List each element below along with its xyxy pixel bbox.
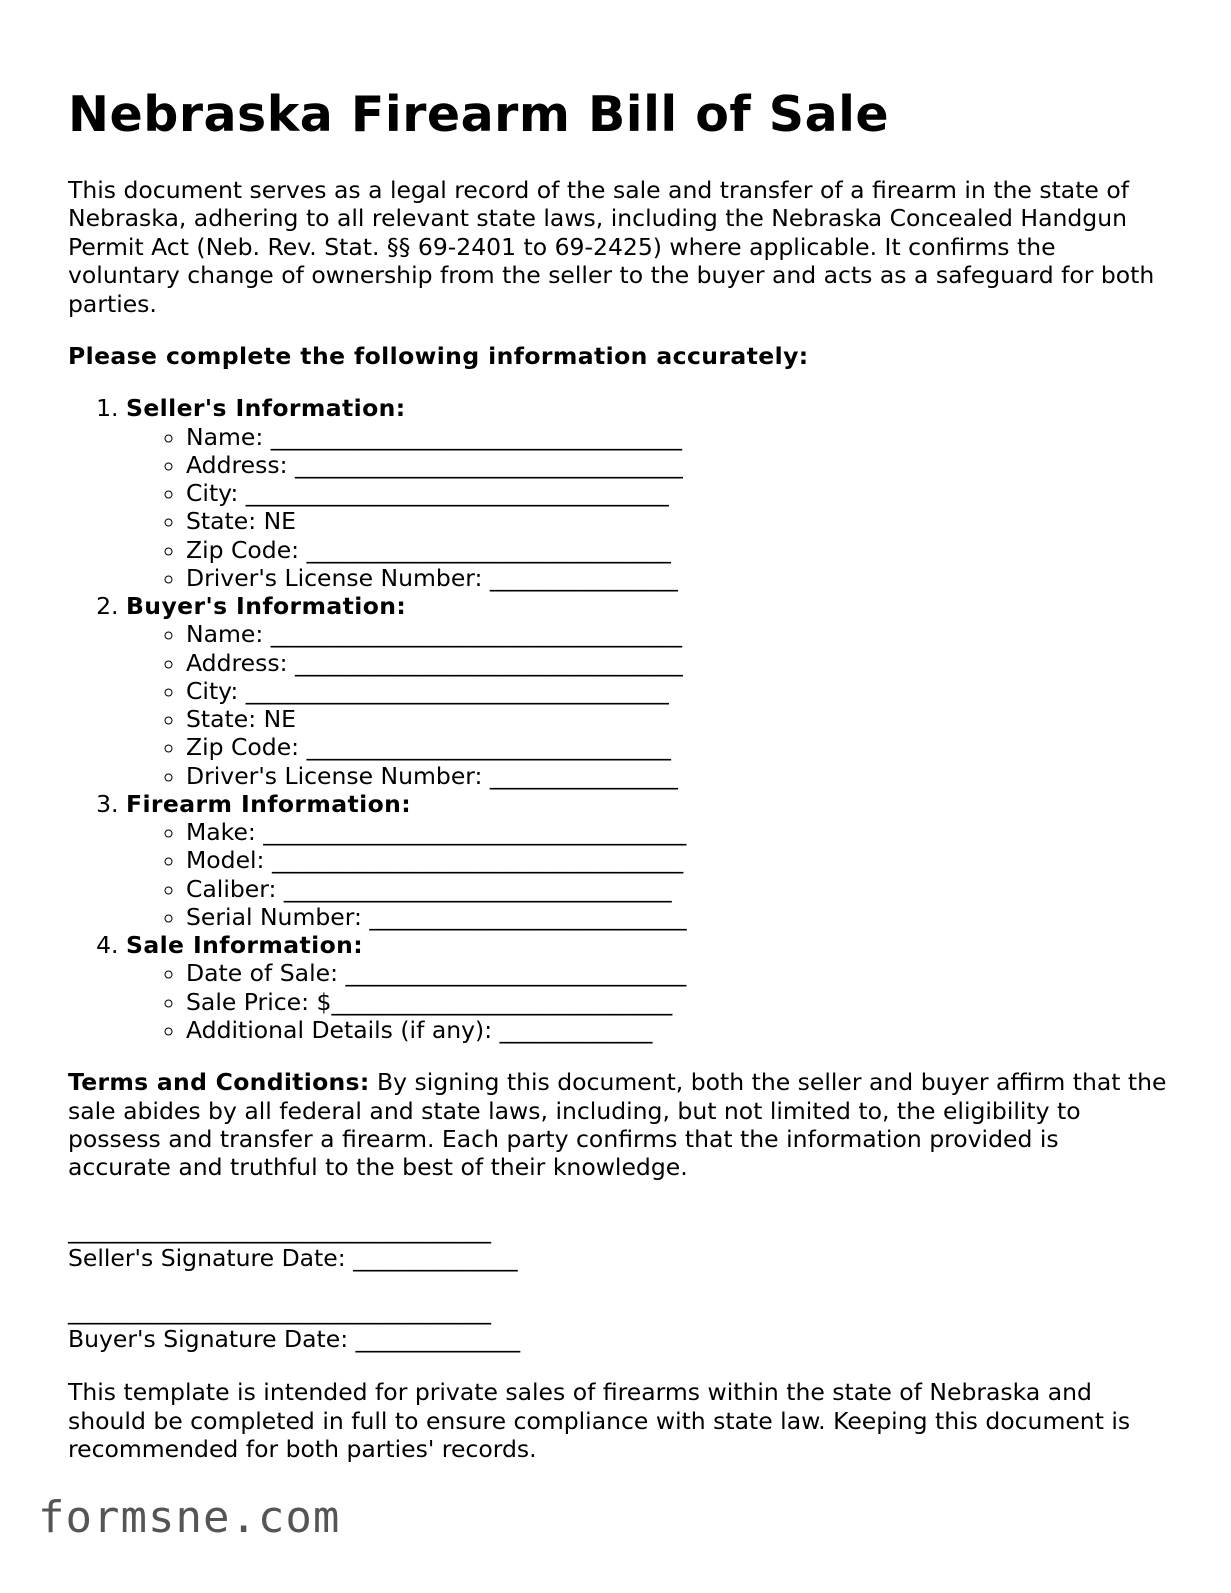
buyer-license-field: ◦ Driver's License Number: ________________ — [186, 762, 1168, 790]
intro-paragraph: This document serves as a legal record of the sale and transfer of a firearm in the state of Nebraska, adhering to all relevant state laws, including the Nebraska Concealed Handgun Permit Act (Neb. Rev. Stat. §§ 69-2401 to 69-2425) where applicable. It confirms the voluntary change of ownership from the seller to the buyer and acts as a safeguard for both parties. — [68, 176, 1155, 318]
seller-signature-line: ____________________________________ — [68, 1215, 491, 1244]
terms-paragraph — [68, 1068, 1168, 1182]
section-title-seller: Seller's Information: — [126, 394, 406, 423]
seller-state-field: ◦ State: NE — [186, 507, 1168, 535]
section-title-firearm: Firearm Information: — [126, 789, 412, 818]
section-title-buyer: Buyer's Information: — [126, 592, 407, 621]
seller-address-field: ◦ Address: _________________________________ — [186, 451, 1168, 479]
buyer-zip-field: ◦ Zip Code: _______________________________ — [186, 733, 1168, 761]
seller-signature-block — [68, 1216, 1168, 1273]
site-watermark: formsne.com — [38, 1492, 341, 1543]
instructions-prompt: Please complete the following information accurately: — [68, 342, 809, 371]
sale-details-field: ◦ Additional Details (if any): _____________ — [186, 1016, 1168, 1044]
section-title-sale: Sale Information: — [126, 931, 364, 960]
terms-label: Terms and Conditions: — [68, 1068, 370, 1097]
section-firearm — [126, 790, 1168, 931]
firearm-model-field: ◦ Model: ___________________________________ — [186, 846, 1168, 874]
document-title: Nebraska Firearm Bill of Sale — [68, 86, 890, 143]
buyer-name-field: ◦ Name: ___________________________________ — [186, 620, 1168, 648]
seller-signature-label: Seller's Signature Date: ______________ — [68, 1244, 518, 1273]
section-seller — [126, 394, 1168, 592]
section-buyer — [126, 592, 1168, 790]
section-sale — [126, 931, 1168, 1044]
seller-name-field: ◦ Name: ___________________________________ — [186, 423, 1168, 451]
buyer-signature-block — [68, 1297, 1168, 1354]
buyer-signature-label: Buyer's Signature Date: ______________ — [68, 1325, 521, 1354]
sale-date-field: ◦ Date of Sale: _____________________________ — [186, 959, 1168, 987]
buyer-address-field: ◦ Address: _________________________________ — [186, 649, 1168, 677]
terms-text: By signing this document, both the seller and buyer affirm that the sale abides by all federal and state laws, including, but not limited to, the eligibility to possess and transfer a firearm. Each party confirms that the information provided is accurate and truthful to the best of their knowledge. — [68, 1068, 1167, 1182]
buyer-fields — [126, 620, 1168, 790]
seller-zip-field: ◦ Zip Code: _______________________________ — [186, 536, 1168, 564]
firearm-serial-field: ◦ Serial Number: ___________________________ — [186, 903, 1168, 931]
seller-city-field: ◦ City: ____________________________________ — [186, 479, 1168, 507]
firearm-make-field: ◦ Make: ____________________________________ — [186, 818, 1168, 846]
footer-note: This template is intended for private sales of firearms within the state of Nebraska and should be completed in full to ensure compliance with state law. Keeping this document is recommended for both parties' records. — [68, 1378, 1131, 1464]
firearm-fields — [126, 818, 1168, 931]
buyer-city-field: ◦ City: ____________________________________ — [186, 677, 1168, 705]
seller-license-field: ◦ Driver's License Number: ________________ — [186, 564, 1168, 592]
seller-fields — [126, 423, 1168, 593]
buyer-signature-line: ____________________________________ — [68, 1296, 491, 1325]
form-sections — [68, 394, 1168, 1044]
sale-price-field: ◦ Sale Price: $_____________________________ — [186, 988, 1168, 1016]
firearm-caliber-field: ◦ Caliber: _________________________________ — [186, 875, 1168, 903]
document-page — [68, 82, 1168, 1464]
buyer-state-field: ◦ State: NE — [186, 705, 1168, 733]
sale-fields — [126, 959, 1168, 1044]
